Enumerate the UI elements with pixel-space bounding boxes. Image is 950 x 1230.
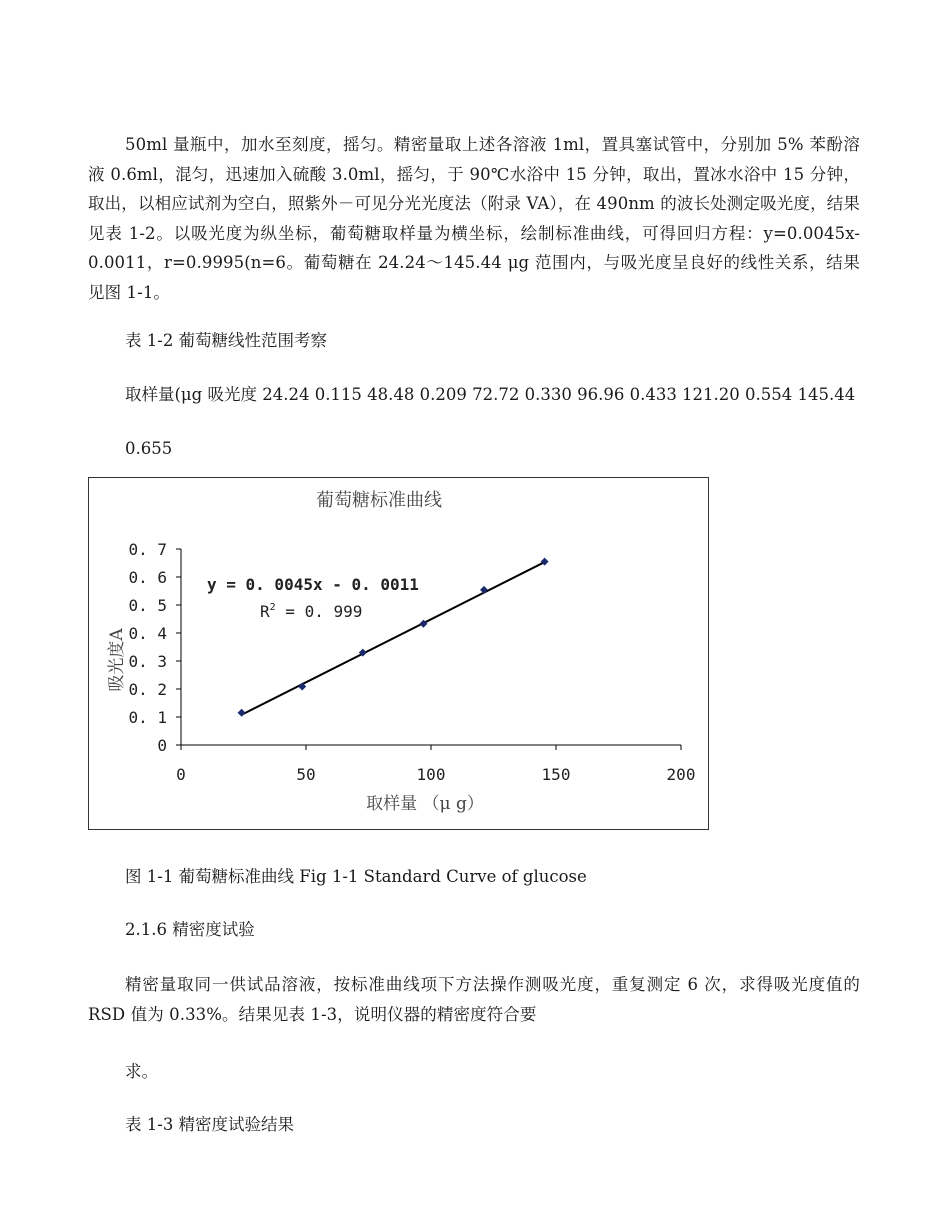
data-point-marker: [480, 586, 488, 594]
chart-title: 葡萄糖标准曲线: [316, 490, 442, 511]
section-heading: 2.1.6 精密度试验: [125, 920, 255, 939]
x-axis-label: 取样量 （μ g）: [366, 794, 484, 814]
standard-curve-chart: [88, 477, 709, 830]
x-tick-label: 100: [416, 765, 446, 784]
data-point-marker: [238, 709, 246, 717]
x-axis-ticks: [176, 745, 695, 784]
r-squared-exponent: 2: [269, 602, 276, 613]
figure-caption: 图 1-1 葡萄糖标准曲线 Fig 1-1 Standard Curve of glucose: [125, 867, 587, 886]
r-squared-value: = 0. 999: [275, 602, 363, 621]
y-tick-label: 0. 2: [128, 680, 167, 699]
chart-svg: [89, 478, 710, 831]
y-tick-label: 0. 6: [128, 568, 167, 587]
y-tick-label: 0. 1: [128, 708, 167, 727]
r-squared-prefix: R: [260, 602, 270, 621]
equation-label: y = 0. 0045x - 0. 0011: [207, 575, 419, 594]
y-tick-label: 0. 7: [128, 540, 167, 559]
table-1-3-title: 表 1-3 精密度试验结果: [125, 1115, 295, 1134]
y-tick-label: 0: [157, 736, 167, 755]
x-tick-label: 150: [541, 765, 571, 784]
y-tick-label: 0. 5: [128, 596, 167, 615]
y-tick-label: 0. 3: [128, 652, 167, 671]
x-tick-label: 0: [176, 765, 186, 784]
x-tick-label: 50: [296, 765, 316, 784]
y-tick-label: 0. 4: [128, 624, 167, 643]
paragraph-precision: 精密量取同一供试品溶液，按标准曲线项下方法操作测吸光度，重复测定 6 次，求得吸光度值的 RSD 值为 0.33%。结果见表 1-3，说明仪器的精密度符合要: [88, 975, 860, 1024]
r-squared-label: [260, 602, 362, 621]
table-1-2-title: 表 1-2 葡萄糖线性范围考察: [125, 331, 328, 350]
table-1-2-data-row-cont: 0.655: [125, 439, 173, 458]
paragraph-method: 50ml 量瓶中，加水至刻度，摇匀。精密量取上述各溶液 1ml，置具塞试管中，分别加 5% 苯酚溶液 0.6ml，混匀，迅速加入硫酸 3.0ml，摇匀，于 90℃水浴中 15 分钟，取出，置冰水浴中 15 分钟，取出，以相应试剂为空白，照紫外－可见分光光度法（附录 VA），在 490nm 的波长处测定吸光度，结果见表 1-2。以吸光度为纵坐标，葡萄糖取样量为横坐标，绘制标准曲线，可得回归方程：y=0.0045x-0.0011，r=0.9995(n=6。葡萄糖在 24.24～145.44 μg 范围内，与吸光度呈良好的线性关系，结果见图 1-1。: [88, 135, 860, 302]
paragraph-precision-cont: 求。: [125, 1062, 158, 1081]
y-axis-label: 吸光度A: [107, 628, 127, 692]
x-tick-label: 200: [666, 765, 696, 784]
y-axis-ticks: [128, 540, 181, 755]
table-1-2-data-row: 取样量(μg 吸光度 24.24 0.115 48.48 0.209 72.72 0.330 96.96 0.433 121.20 0.554 145.44: [125, 385, 856, 404]
